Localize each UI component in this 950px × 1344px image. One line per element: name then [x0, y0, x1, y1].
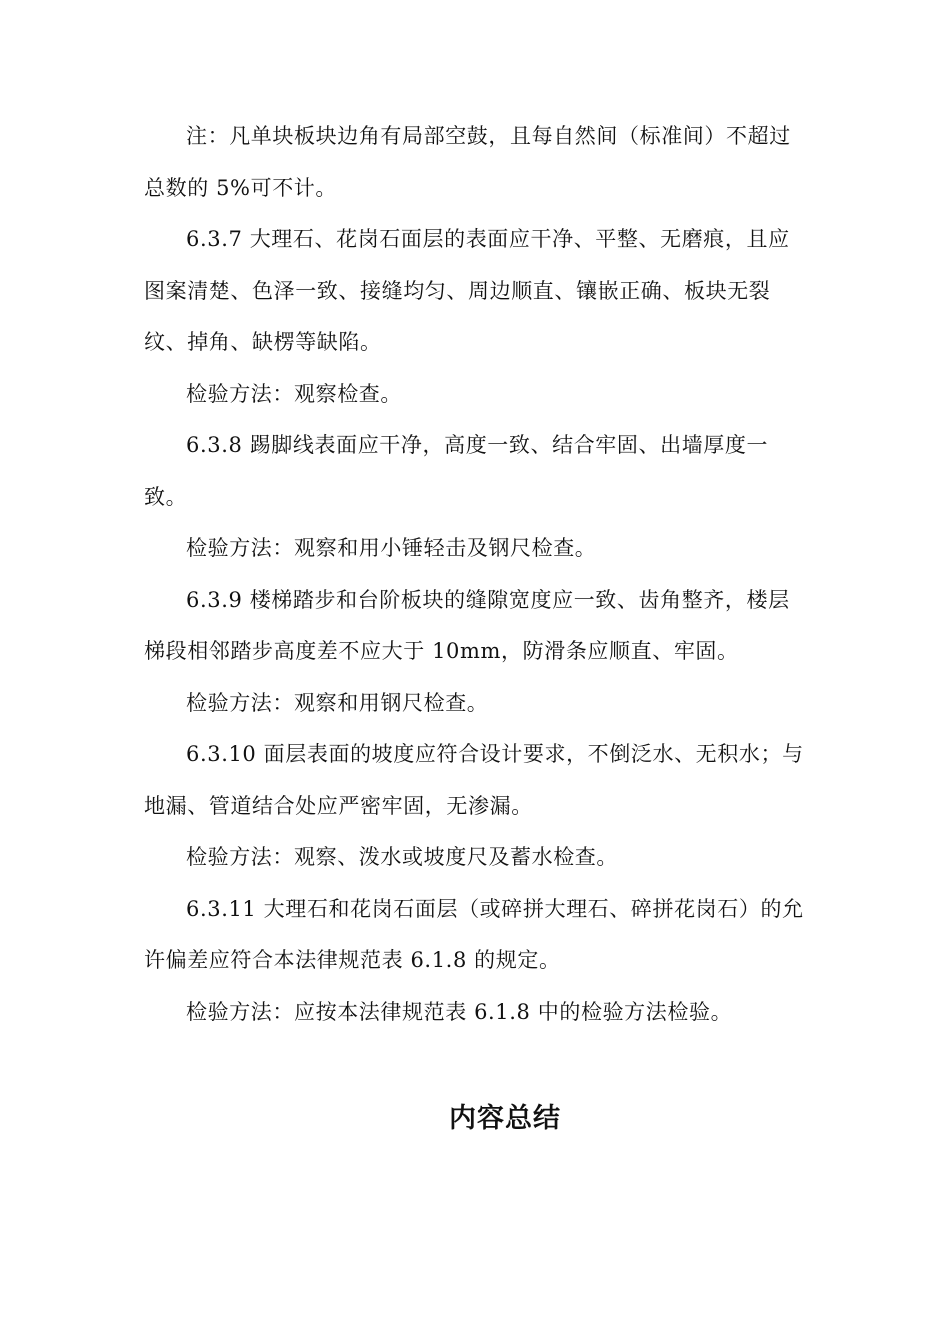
note-paragraph: 注：凡单块板块边角有局部空鼓，且每自然间（标准间）不超过总数的 5%可不计。: [144, 124, 791, 200]
inspection-method-6-3-9: 检验方法：观察和用钢尺检查。: [186, 690, 489, 715]
inspection-method-6-3-10: 检验方法：观察、泼水或坡度尺及蓄水检查。: [186, 845, 618, 869]
inspection-method-6-3-7: 检验方法：观察检查。: [186, 381, 402, 406]
clause-6-3-11: 6.3.11 大理石和花岗石面层（或碎拼大理石、碎拼花岗石）的允许偏差应符合本法律规范表 6.1.8 的规定。: [144, 896, 804, 972]
inspection-method-6-3-8: 检验方法：观察和用小锤轻击及钢尺检查。: [186, 536, 597, 560]
clause-6-3-8: 6.3.8 踢脚线表面应干净，高度一致、结合牢固、出墙厚度一致。: [144, 433, 769, 509]
clause-6-3-10: 6.3.10 面层表面的坡度应符合设计要求，不倒泛水、无积水；与地漏、管道结合处应严密牢固，无渗漏。: [144, 742, 804, 818]
clause-6-3-7: 6.3.7 大理石、花岗石面层的表面应干净、平整、无磨痕，且应图案清楚、色泽一致、接缝均匀、周边顺直、镶嵌正确、板块无裂纹、掉角、缺楞等缺陷。: [144, 227, 790, 354]
document-body: [144, 111, 804, 1038]
clause-6-3-9: 6.3.9 楼梯踏步和台阶板块的缝隙宽度应一致、齿角整齐，楼层梯段相邻踏步高度差不应大于 10mm，防滑条应顺直、牢固。: [144, 587, 790, 663]
inspection-method-6-3-11: 检验方法：应按本法律规范表 6.1.8 中的检验方法检验。: [186, 999, 733, 1024]
summary-heading: 内容总结: [449, 1103, 561, 1134]
